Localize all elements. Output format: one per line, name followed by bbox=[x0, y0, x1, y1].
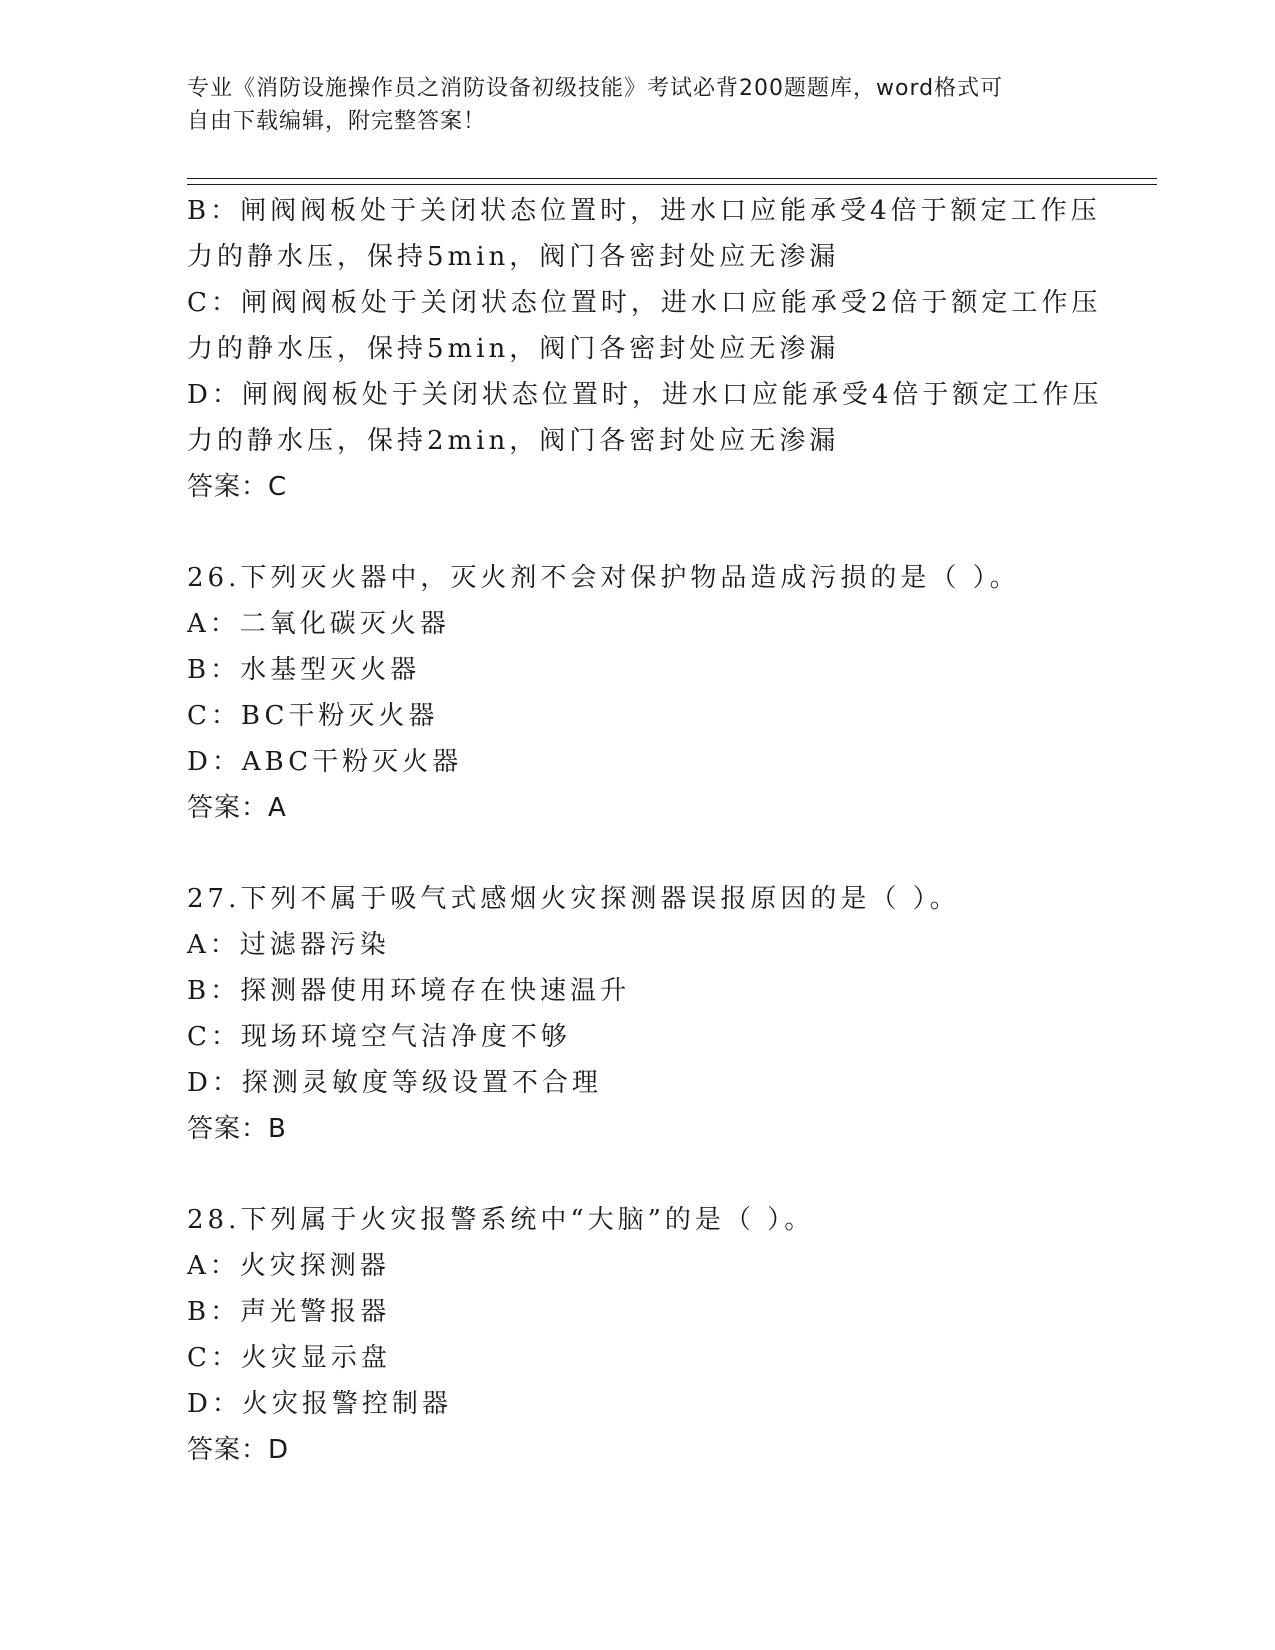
header-line-1: 专业《消防设施操作员之消防设备初级技能》考试必背200题题库，word格式可 bbox=[187, 76, 1004, 101]
option-b-line-1: B：闸阀阀板处于关闭状态位置时，进水口应能承受4倍于额定工作压 bbox=[187, 196, 1101, 226]
option-a: A：火灾探测器 bbox=[187, 1251, 390, 1281]
option-c-line-2: 力的静水压，保持5min，阀门各密封处应无渗漏 bbox=[187, 334, 840, 364]
option-b: B：探测器使用环境存在快速温升 bbox=[187, 976, 631, 1006]
question-text: 28.下列属于火灾报警系统中“大脑”的是（ ）。 bbox=[187, 1205, 815, 1235]
option-d: D：探测灵敏度等级设置不合理 bbox=[187, 1068, 602, 1098]
question-block-28 bbox=[187, 1197, 1147, 1473]
question-block-25 bbox=[187, 188, 1147, 510]
header-divider-top bbox=[187, 178, 1157, 179]
option-c: C：火灾显示盘 bbox=[187, 1343, 391, 1373]
spacer bbox=[187, 510, 1147, 555]
option-d-line-2: 力的静水压，保持2min，阀门各密封处应无渗漏 bbox=[187, 426, 840, 456]
answer: 答案：B bbox=[187, 1114, 287, 1144]
question-list bbox=[187, 188, 1147, 1473]
option-a: A：过滤器污染 bbox=[187, 930, 390, 960]
option-a: A：二氧化碳灭火器 bbox=[187, 609, 450, 639]
question-block-27 bbox=[187, 876, 1147, 1152]
question-block-26 bbox=[187, 555, 1147, 831]
option-b-line-2: 力的静水压，保持5min，阀门各密封处应无渗漏 bbox=[187, 242, 840, 272]
answer: 答案：A bbox=[187, 793, 287, 823]
answer: 答案：D bbox=[187, 1435, 290, 1465]
option-c: C：BC干粉灭火器 bbox=[187, 701, 439, 731]
option-b: B：水基型灭火器 bbox=[187, 655, 421, 685]
question-text: 27.下列不属于吸气式感烟火灾探测器误报原因的是（ ）。 bbox=[187, 884, 960, 914]
header-line-2: 自由下载编辑，附完整答案！ bbox=[187, 109, 487, 134]
option-c-line-1: C：闸阀阀板处于关闭状态位置时，进水口应能承受2倍于额定工作压 bbox=[187, 288, 1102, 318]
header-divider-bottom bbox=[187, 184, 1157, 185]
option-c: C：现场环境空气洁净度不够 bbox=[187, 1022, 571, 1052]
answer: 答案：C bbox=[187, 472, 288, 502]
document-header bbox=[187, 72, 1067, 138]
question-text: 26.下列灭火器中，灭火剂不会对保护物品造成污损的是（ ）。 bbox=[187, 563, 1020, 593]
spacer bbox=[187, 1152, 1147, 1197]
option-b: B：声光警报器 bbox=[187, 1297, 391, 1327]
spacer bbox=[187, 831, 1147, 876]
option-d: D：ABC干粉灭火器 bbox=[187, 747, 463, 777]
option-d-line-1: D：闸阀阀板处于关闭状态位置时，进水口应能承受4倍于额定工作压 bbox=[187, 380, 1103, 410]
option-d: D：火灾报警控制器 bbox=[187, 1389, 452, 1419]
